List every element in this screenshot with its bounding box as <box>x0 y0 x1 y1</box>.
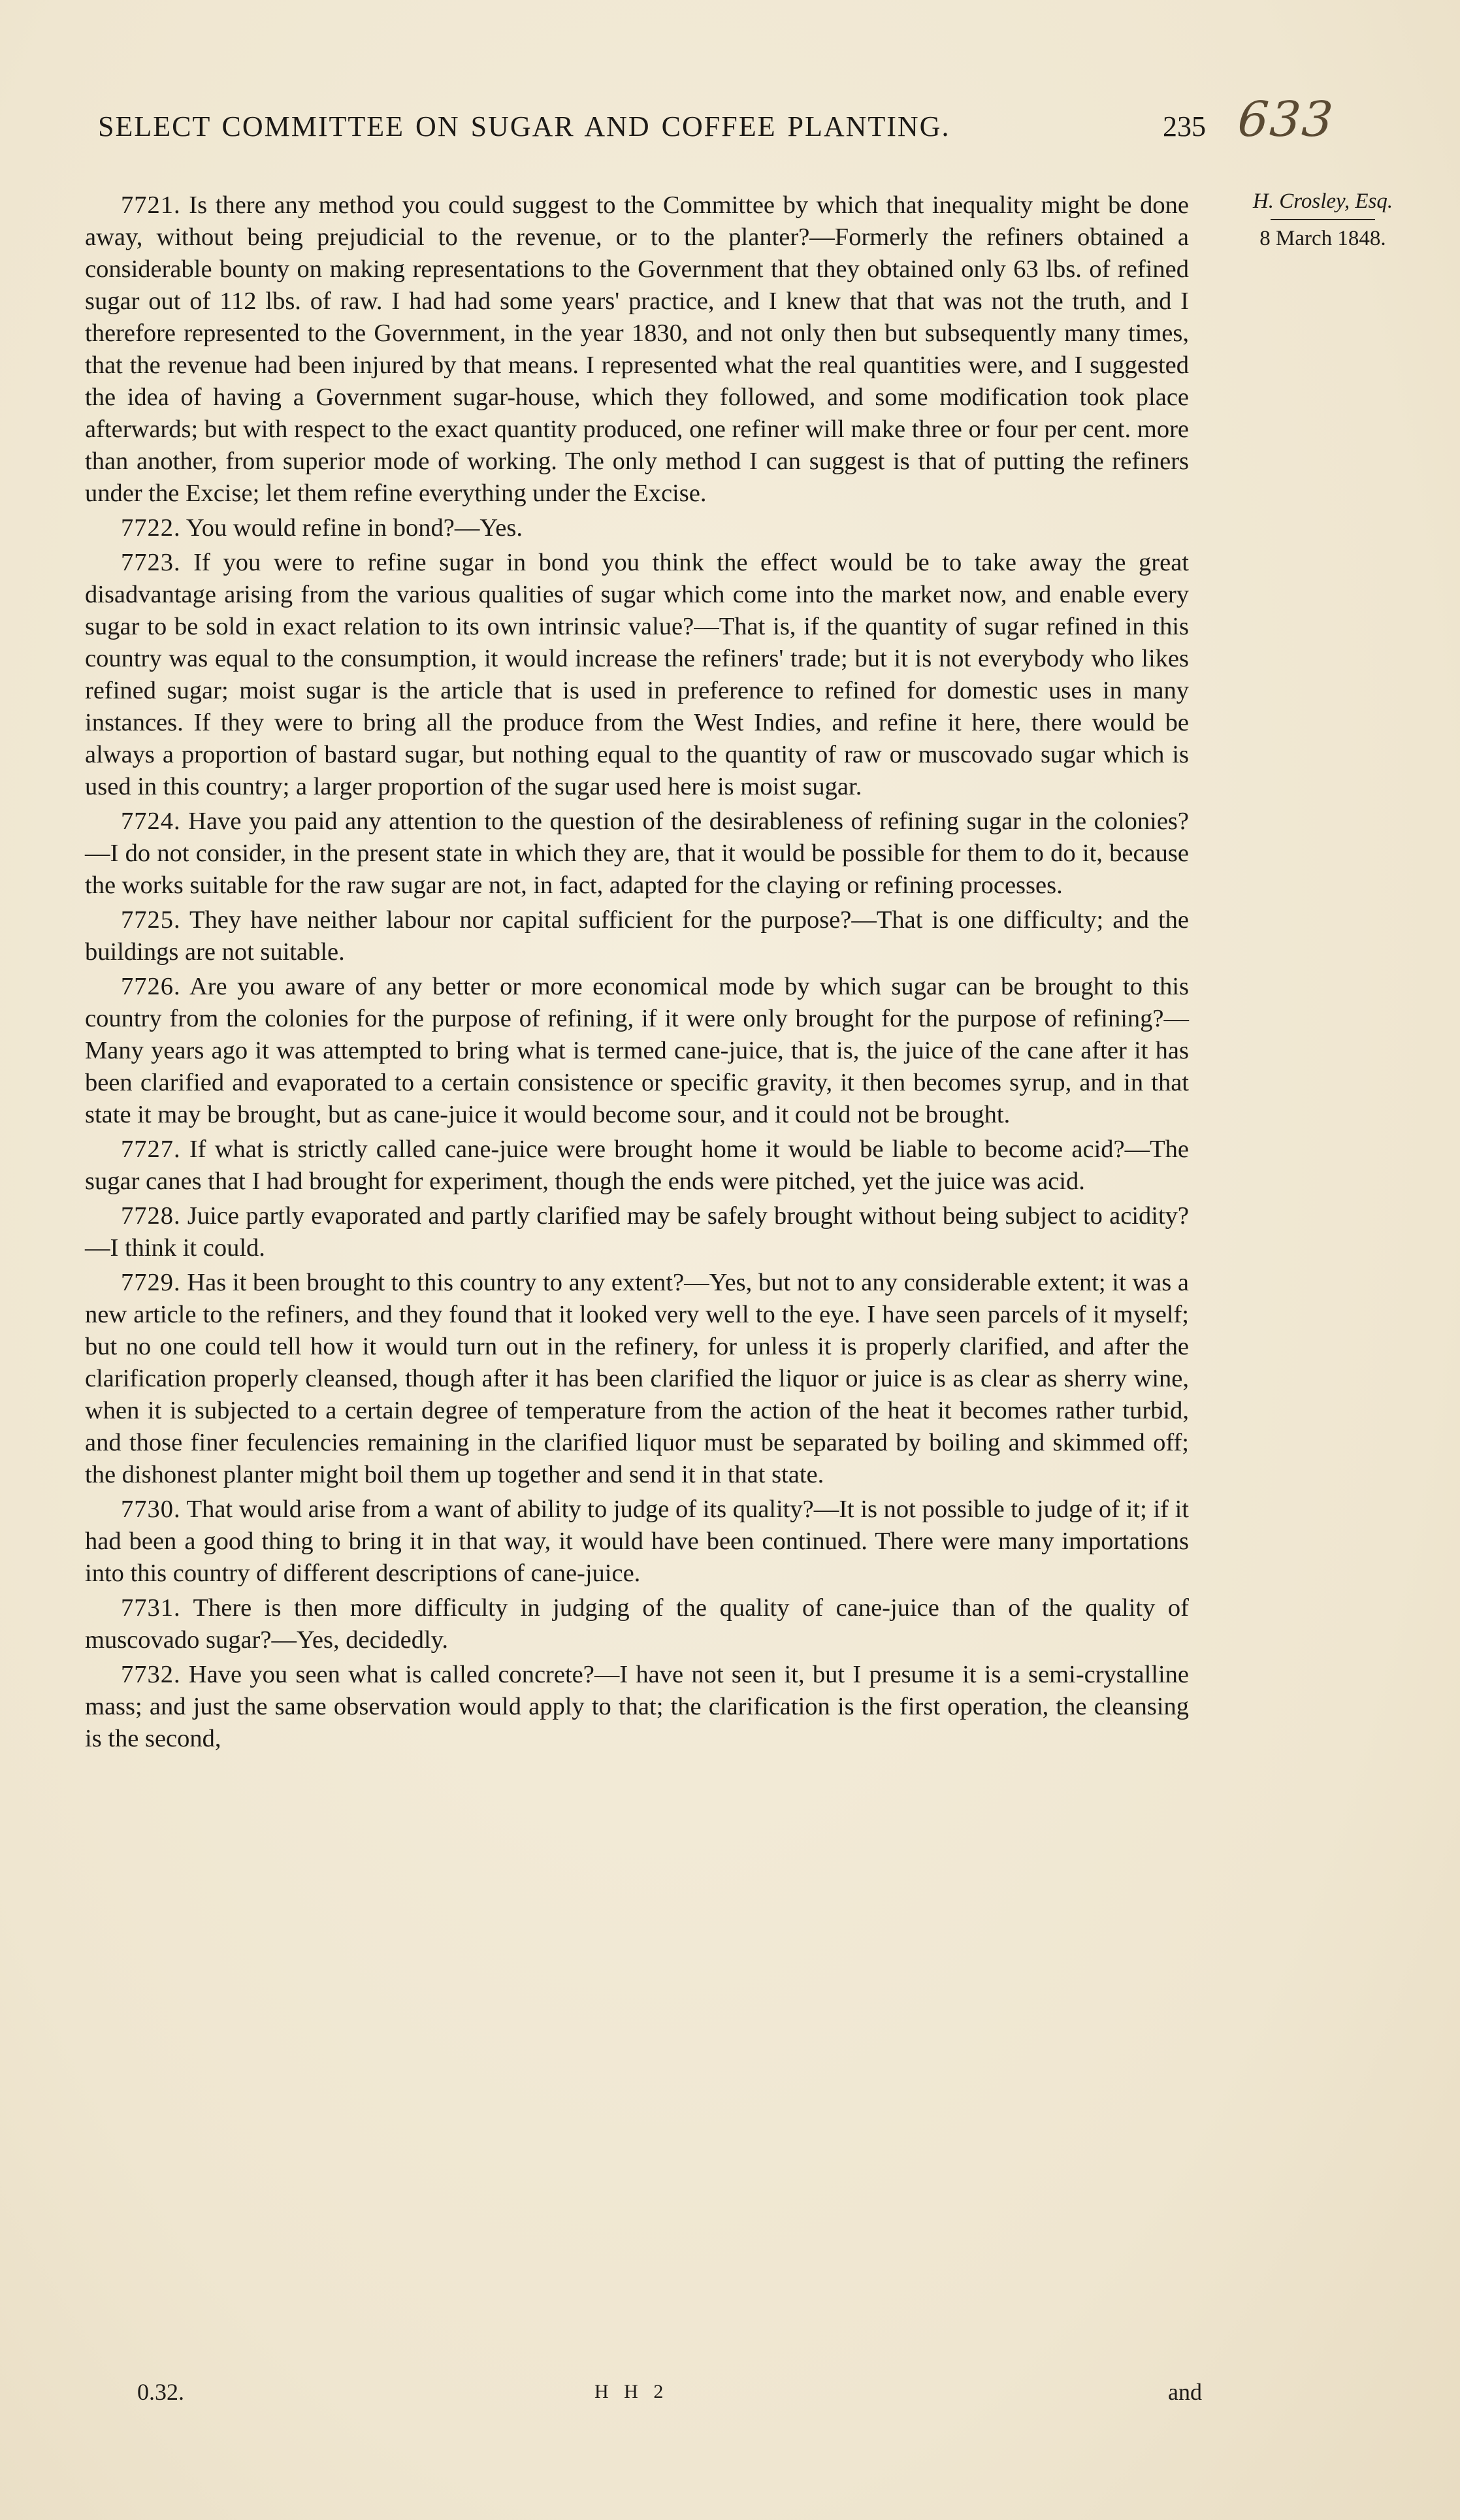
question-7726 <box>85 971 1189 1131</box>
catchword: and <box>1168 2379 1202 2405</box>
question-text: Are you aware of any better or more economical mode by which sugar can be brought to this country from the colonies for the purpose of refining, if it were only brought for the purpose of refining?—Many years ago it was attempted to bring what is termed cane-juice, that is, the juice of the cane after it has been clarified and evaporated to a certain consistence or specific gravity, it then becomes syrup, and in that state it may be brought, but as cane-juice it would become sour, and it could not be brought. <box>85 973 1189 1128</box>
question-7730 <box>85 1494 1189 1590</box>
witness-date: 8 March 1848. <box>1259 227 1386 250</box>
question-number: 7728. <box>121 1202 181 1230</box>
question-text: Have you seen what is called concrete?—I have not seen it, but I presume it is a semi-crystalline mass; and just the same observation would apply to that; the clarification is the first operation, the cleansing is the second, <box>85 1661 1189 1752</box>
question-7724 <box>85 806 1189 902</box>
question-number: 7724. <box>121 808 181 835</box>
question-number: 7722. <box>121 514 181 542</box>
question-7731 <box>85 1592 1189 1656</box>
question-number: 7730. <box>121 1496 181 1523</box>
question-text: They have neither labour nor capital sufficient for the purpose?—That is one difficulty; and the buildings are not suitable. <box>85 906 1190 966</box>
page-footer <box>98 2378 1202 2417</box>
signature-mark: H H 2 <box>594 2381 669 2402</box>
question-7722 <box>85 512 1189 544</box>
question-text: If what is strictly called cane-juice were brought home it would be liable to become acid?—The sugar canes that I had brought for experiment, though the ends were pitched, yet the juice was acid. <box>85 1136 1189 1195</box>
page-header <box>98 110 1206 155</box>
margin-rule <box>1271 219 1375 220</box>
question-text: Is there any method you could suggest to the Committee by which that inequality might be done away, without being prejudicial to the revenue, or to the planter?—Formerly the refiners obtained a considerable bounty on making representations to the Government that they obtained only 63 lbs. of refined sugar out of 112 lbs. of raw. I had had some years' practice, and I knew that that was not the truth, and I therefore represented to the Government, in the year 1830, and not only then but subsequently many times, that the revenue had been injured by that means. I represented what the real quantities were, and I suggested the idea of having a Government sugar-house, which they followed, and some modification took place afterwards; but with respect to the exact quantity produced, one refiner will make three or four per cent. more than another, from superior mode of working. The only method I can suggest is that of putting the refiners under the Excise; let them refine everything under the Excise. <box>85 191 1190 507</box>
witness-name: H. Crosley, Esq. <box>1252 189 1393 213</box>
paper-number: 0.32. <box>137 2379 184 2405</box>
question-number: 7723. <box>121 549 181 576</box>
question-7721 <box>85 189 1189 510</box>
question-number: 7726. <box>121 973 181 1000</box>
question-text: That would arise from a want of ability to judge of its quality?—It is not possible to judge of it; if it had been a good thing to bring it in that way, it would have been continued. There were many importations into this country of different descriptions of cane-juice. <box>85 1496 1189 1587</box>
question-text: You would refine in bond?—Yes. <box>186 514 523 542</box>
question-text: If you were to refine sugar in bond you think the effect would be to take away the great disadvantage arising from the various qualities of sugar which come into the market now, and enable every sugar to be sold in exact relation to its own intrinsic value?—That is, if the quantity of sugar refined in this country was equal to the consumption, it would increase the refiners' trade; but it is not everybody who likes refined sugar; moist sugar is the article that is used in preference to refined for domestic uses in many instances. If they were to bring all the produce from the West Indies, and refine it here, there would be always a proportion of bastard sugar, but nothing equal to the quantity of raw or muscovado sugar which is used in this country; a larger proportion of the sugar used here is moist sugar. <box>85 549 1189 800</box>
question-number: 7727. <box>121 1136 181 1163</box>
margin-note <box>1218 189 1427 251</box>
question-text: Have you paid any attention to the question of the desirableness of refining sugar in the colonies?—I do not consider, in the present state in which they are, that it would be possible for them to do it, because the works suitable for the raw sugar are not, in fact, adapted for the claying or refining processes. <box>85 808 1189 899</box>
question-text: Juice partly evaporated and partly clarified may be safely brought without being subject to acidity?—I think it could. <box>85 1202 1190 1262</box>
testimony-body <box>85 189 1189 1758</box>
question-number: 7731. <box>121 1594 181 1622</box>
handwritten-folio-number: 633 <box>1235 91 1337 148</box>
page-number: 235 <box>1163 110 1206 142</box>
question-number: 7725. <box>121 906 181 934</box>
running-head: SELECT COMMITTEE ON SUGAR AND COFFEE PLANTING. <box>98 110 950 142</box>
question-text: There is then more difficulty in judging of the quality of cane-juice than of the quality of muscovado sugar?—Yes, decidedly. <box>85 1594 1189 1654</box>
question-number: 7721. <box>121 191 181 219</box>
question-text: Has it been brought to this country to any extent?—Yes, but not to any considerable extent; it was a new article to the refiners, and they found that it looked very well to the eye. I have seen parcels of it myself; but no one could tell how it would turn out in the refinery, for unless it is properly clarified, and after the clarification properly cleansed, though after it has been clarified the liquor or juice is as clear as sherry wine, when it is subjected to a certain degree of temperature from the action of the heat it becomes rather turbid, and those finer feculencies remaining in the clarified liquor must be separated by boiling and skimmed off; the dishonest planter might boil them up together and send it in that state. <box>85 1269 1189 1488</box>
question-7732 <box>85 1659 1189 1755</box>
question-number: 7729. <box>121 1269 181 1296</box>
question-number: 7732. <box>121 1661 181 1688</box>
question-7723 <box>85 547 1189 803</box>
question-7725 <box>85 904 1189 968</box>
question-7728 <box>85 1200 1189 1264</box>
question-7729 <box>85 1267 1189 1491</box>
question-7727 <box>85 1134 1189 1198</box>
